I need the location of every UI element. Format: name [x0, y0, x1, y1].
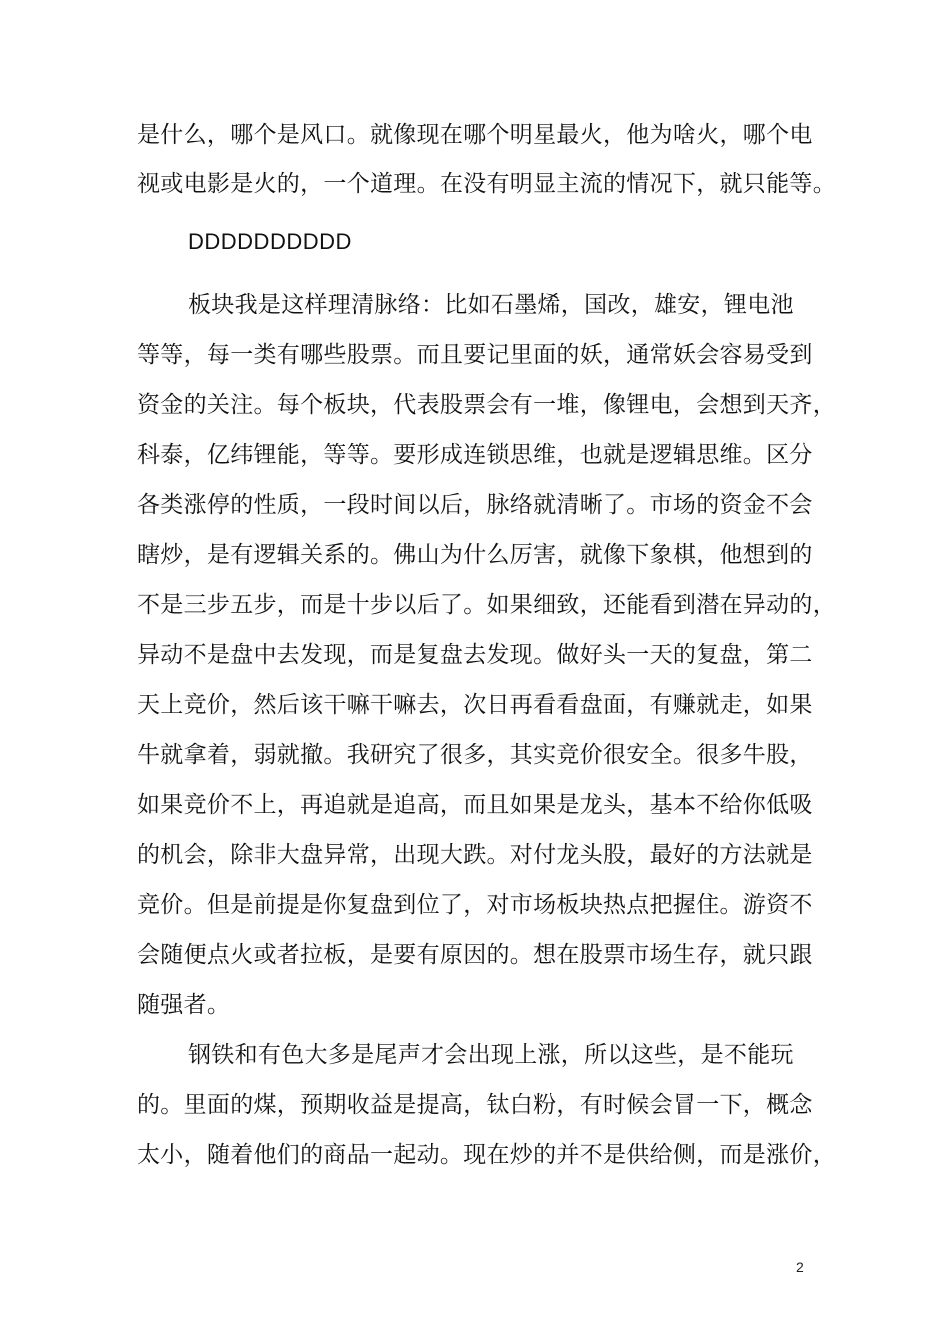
text-line: 等等，每一类有哪些股票。而且要记里面的妖，通常妖会容易受到 — [137, 342, 813, 368]
text-line: 科泰，亿纬锂能，等等。要形成连锁思维，也就是逻辑思维。区分 — [137, 442, 813, 468]
text-line: 竞价。但是前提是你复盘到位了，对市场板块热点把握住。游资不 — [137, 892, 813, 918]
text-line: 随强者。 — [137, 992, 231, 1018]
text-line: 是什么，哪个是风口。就像现在哪个明星最火，他为啥火，哪个电 — [137, 122, 813, 148]
text-line: 视或电影是火的，一个道理。在没有明显主流的情况下，就只能等。 — [137, 171, 836, 197]
page-number: 2 — [796, 1259, 804, 1275]
text-line: 不是三步五步，而是十步以后了。如果细致，还能看到潜在异动的， — [137, 592, 836, 618]
paragraph-start-line: 钢铁和有色大多是尾声才会出现上涨，所以这些，是不能玩 — [188, 1042, 794, 1068]
text-line: 会随便点火或者拉板，是要有原因的。想在股票市场生存，就只跟 — [137, 942, 813, 968]
text-line: 太小，随着他们的商品一起动。现在炒的并不是供给侧，而是涨价， — [137, 1142, 836, 1168]
text-line: 各类涨停的性质，一段时间以后，脉络就清晰了。市场的资金不会 — [137, 492, 813, 518]
text-line: 的。里面的煤，预期收益是提高，钛白粉，有时候会冒一下，概念 — [137, 1092, 813, 1118]
text-line: 的机会，除非大盘异常，出现大跌。对付龙头股，最好的方法就是 — [137, 842, 813, 868]
text-line: 异动不是盘中去发现，而是复盘去发现。做好头一天的复盘，第二 — [137, 642, 813, 668]
paragraph-start-line: 板块我是这样理清脉络：比如石墨烯，国改，雄安，锂电池 — [188, 292, 794, 318]
text-line: 牛就拿着，弱就撤。我研究了很多，其实竞价很安全。很多牛股， — [137, 742, 813, 768]
text-line: 天上竞价，然后该干嘛干嘛去，次日再看看盘面，有赚就走，如果 — [137, 692, 813, 718]
text-line: 资金的关注。每个板块，代表股票会有一堆，像锂电，会想到天齐， — [137, 392, 836, 418]
text-line: 瞎炒，是有逻辑关系的。佛山为什么厉害，就像下象棋，他想到的 — [137, 542, 813, 568]
text-line: DDDDDDDDDD — [188, 229, 352, 254]
text-line: 如果竞价不上，再追就是追高，而且如果是龙头，基本不给你低吸 — [137, 792, 813, 818]
